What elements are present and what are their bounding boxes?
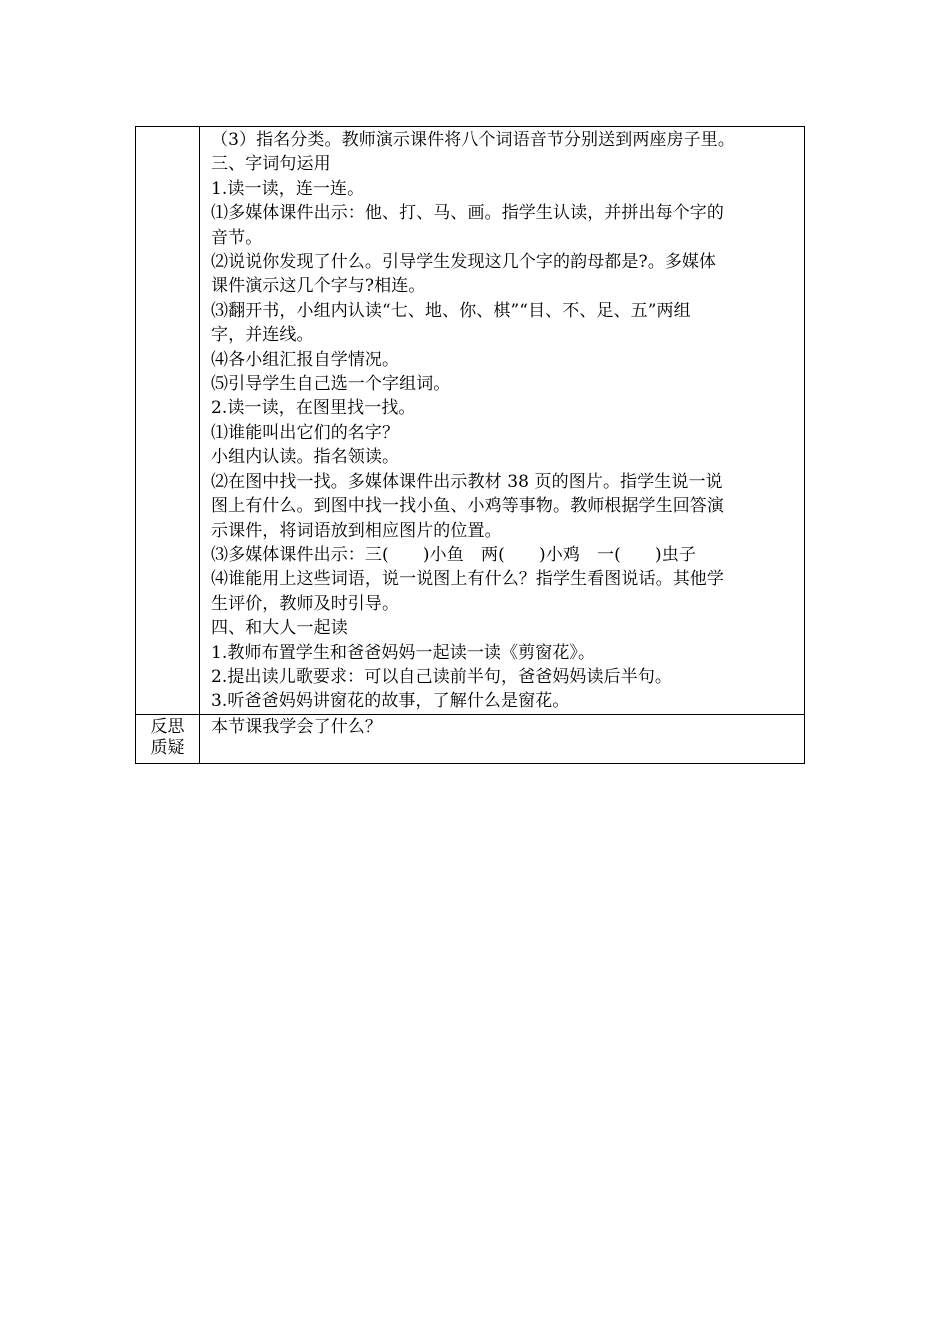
reflection-content-cell bbox=[200, 714, 805, 763]
text-line: ⑶多媒体课件出示：三( )小鱼 两( )小鸡 一( )虫子 bbox=[211, 544, 696, 565]
text-line: 音节。 bbox=[211, 227, 263, 248]
text-line: ⑵在图中找一找。多媒体课件出示教材 38 页的图片。指学生说一说 bbox=[211, 471, 723, 492]
text-line: 1.读一读，连一连。 bbox=[211, 178, 365, 199]
reflection-label-line-2: 质疑 bbox=[150, 737, 185, 758]
text-line: 图上有什么。到图中找一找小鱼、小鸡等事物。教师根据学生回答演 bbox=[211, 496, 724, 517]
text-line: 2.提出读儿歌要求：可以自己读前半句，爸爸妈妈读后半句。 bbox=[211, 666, 673, 687]
section-heading: 三、字词句运用 bbox=[211, 154, 331, 175]
text-line: ⑷各小组汇报自学情况。 bbox=[211, 349, 400, 370]
text-line: 课件演示这几个字与?相连。 bbox=[211, 276, 426, 297]
text-line: 小组内认读。指名领读。 bbox=[211, 447, 400, 468]
text-line: ⑴多媒体课件出示：他、打、马、画。指学生认读，并拼出每个字的 bbox=[211, 203, 724, 224]
row-label-cell-empty bbox=[136, 127, 200, 715]
text-line: ⑷谁能用上这些词语，说一说图上有什么？指学生看图说话。其他学 bbox=[211, 569, 724, 590]
reflection-label-cell bbox=[136, 714, 200, 763]
text-line: 3.听爸爸妈妈讲窗花的故事，了解什么是窗花。 bbox=[211, 691, 570, 712]
text-line: （3）指名分类。教师演示课件将八个词语音节分别送到两座房子里。 bbox=[211, 130, 735, 150]
teaching-process-row bbox=[136, 127, 805, 715]
teaching-process-content bbox=[200, 127, 805, 715]
text-line: ⑴谁能叫出它们的名字？ bbox=[211, 422, 400, 443]
lesson-plan-table bbox=[135, 126, 805, 764]
reflection-label-line-1: 反思 bbox=[150, 716, 185, 737]
text-line: 2.读一读，在图里找一找。 bbox=[211, 398, 416, 419]
text-line: ⑸引导学生自己选一个字组词。 bbox=[211, 374, 451, 395]
text-line: 字，并连线。 bbox=[211, 325, 314, 346]
reflection-row bbox=[136, 714, 805, 763]
text-line: ⑶翻开书，小组内认读“七、地、你、棋”“目、不、足、五”两组 bbox=[211, 300, 691, 321]
text-line: ⑵说说你发现了什么。引导学生发现这几个字的韵母都是?。多媒体 bbox=[211, 252, 717, 273]
text-line: 生评价，教师及时引导。 bbox=[211, 593, 400, 614]
reflection-text: 本节课我学会了什么？ bbox=[211, 716, 382, 737]
text-line: 1.教师布置学生和爸爸妈妈一起读一读《剪窗花》。 bbox=[211, 642, 596, 663]
text-line: 示课件，将词语放到相应图片的位置。 bbox=[211, 520, 502, 541]
section-heading: 四、和大人一起读 bbox=[211, 618, 348, 639]
